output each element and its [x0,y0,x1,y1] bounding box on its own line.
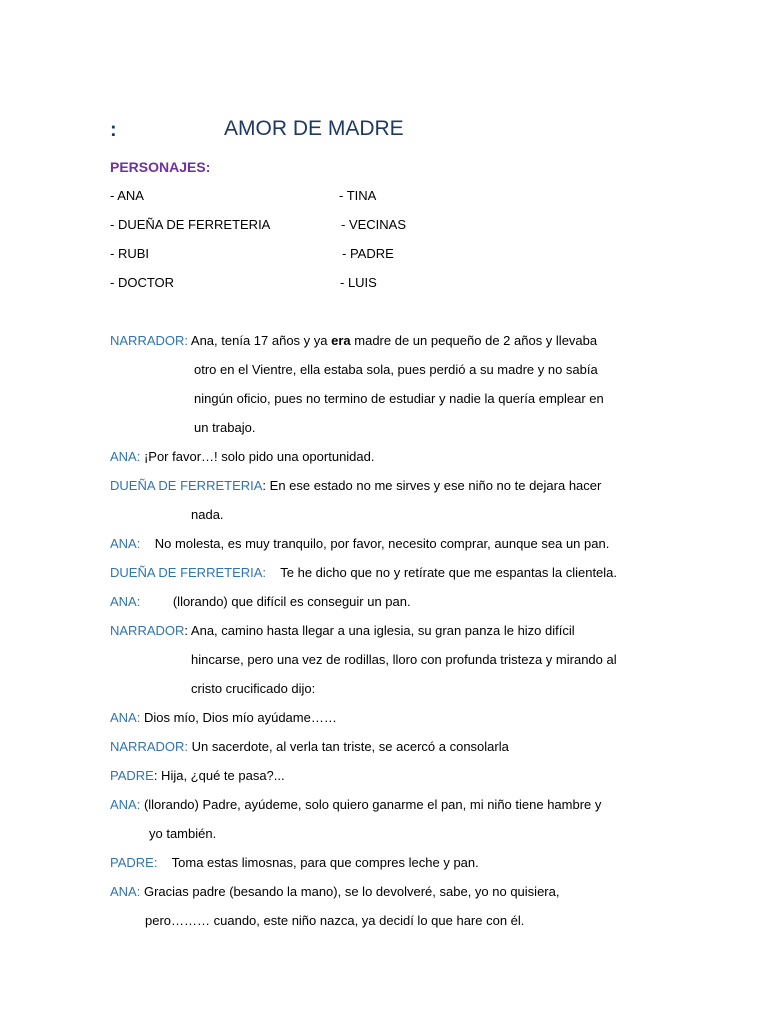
speaker-label: PADRE [110,768,154,783]
character-left-3: - RUBI [110,246,149,261]
script-line: NARRADOR: Un sacerdote, al verla tan triste, se acercó a consolarla [110,739,509,754]
script-line: ANA: Gracias padre (besando la mano), se lo devolveré, sabe, yo no quisiera, [110,884,560,899]
script-line: DUEÑA DE FERRETERIA: Te he dicho que no y retírate que me espantas la clientela. [110,565,618,580]
script-line: ANA: (llorando) que difícil es conseguir un pan. [110,594,411,609]
speaker-label: NARRADOR [110,623,185,638]
character-right-2: - VECINAS [341,217,407,232]
character-right-1: - TINA [339,188,377,203]
script-line-continuation: ningún oficio, pues no termino de estudiar y nadie la quería emplear en [194,391,604,406]
title-prefix: : [110,119,117,141]
speaker-label: NARRADOR: [110,333,189,348]
script-line: ANA: (llorando) Padre, ayúdeme, solo quiero ganarme el pan, mi niño tiene hambre y [110,797,602,812]
speaker-label: ANA: [110,594,141,609]
script-line-continuation: yo también. [149,826,217,841]
script-line: NARRADOR: Ana, camino hasta llegar a una iglesia, su gran panza le hizo difícil [110,623,575,638]
script-line: NARRADOR: Ana, tenía 17 años y ya era madre de un pequeño de 2 años y llevaba [110,333,598,348]
script-line: PADRE: Toma estas limosnas, para que compres leche y pan. [110,855,479,870]
characters-heading: PERSONAJES: [110,159,211,175]
speaker-label: DUEÑA DE FERRETERIA [110,478,263,493]
speaker-label: DUEÑA DE FERRETERIA: [110,565,267,580]
script-line-continuation: pero……… cuando, este niño nazca, ya decidí lo que hare con él. [145,913,525,928]
script-line: DUEÑA DE FERRETERIA: En ese estado no me sirves y ese niño no te dejara hacer [110,478,602,493]
speaker-label: NARRADOR: [110,739,189,754]
script-line-continuation: cristo crucificado dijo: [191,681,316,696]
character-left-2: - DUEÑA DE FERRETERIA [110,217,271,232]
character-left-1: - ANA [110,188,144,203]
speaker-label: ANA: [110,710,141,725]
script-line-continuation: nada. [191,507,224,522]
script-line: ANA: No molesta, es muy tranquilo, por favor, necesito comprar, aunque sea un pan. [110,536,610,551]
script-line: PADRE: Hija, ¿qué te pasa?... [110,768,285,783]
speaker-label: ANA: [110,449,141,464]
script-line-continuation: hincarse, pero una vez de rodillas, lloro con profunda tristeza y mirando al [191,652,617,667]
speaker-label: PADRE: [110,855,158,870]
speaker-label: ANA: [110,536,141,551]
document-title: AMOR DE MADRE [224,117,404,140]
script-line: ANA: ¡Por favor…! solo pido una oportunidad. [110,449,375,464]
speaker-label: ANA: [110,797,141,812]
script-line-continuation: otro en el Vientre, ella estaba sola, pues perdió a su madre y no sabía [194,362,598,377]
character-right-3: - PADRE [342,246,394,261]
script-line: ANA: Dios mío, Dios mío ayúdame…… [110,710,337,725]
script-line-continuation: un trabajo. [194,420,256,435]
speaker-label: ANA: [110,884,141,899]
character-left-4: - DOCTOR [110,275,175,290]
character-right-4: - LUIS [340,275,377,290]
